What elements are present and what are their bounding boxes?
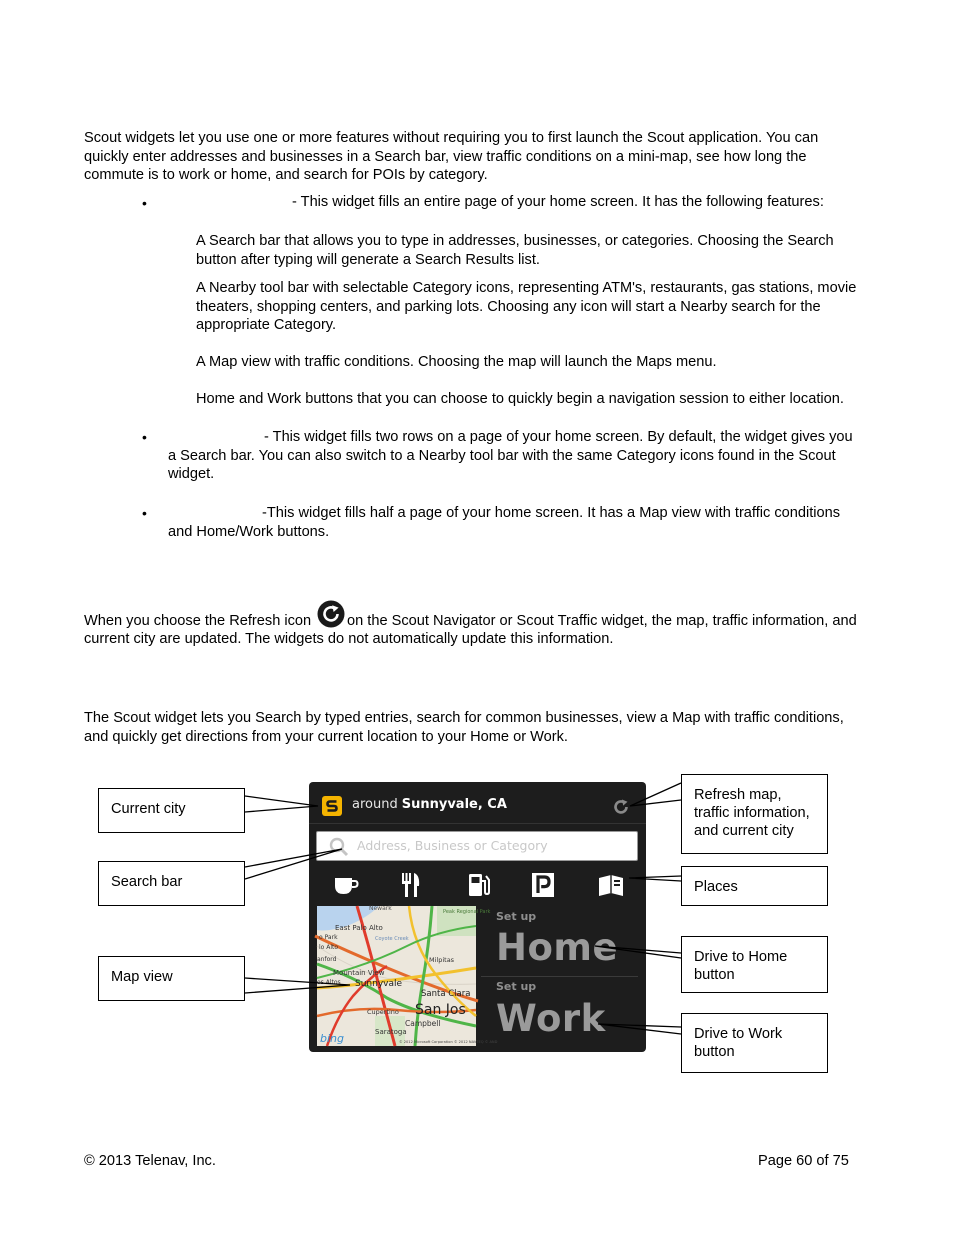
work-button[interactable] [478, 978, 638, 1048]
scout-paragraph [84, 709, 844, 746]
callout-label: Drive to Work [694, 1026, 783, 1042]
traffic-map [317, 905, 498, 1046]
scout-line: and quickly get directions from your current location to your Home or Work. [84, 728, 568, 745]
callout-label: traffic information, [694, 805, 810, 821]
divider [481, 976, 638, 977]
intro-line: quickly enter addresses and businesses in a Search bar, view traffic conditions on a mini-map, see how long the [84, 148, 807, 165]
setup-work-label: Set up [496, 980, 537, 993]
widget-refresh-icon[interactable] [611, 797, 631, 817]
feature-nearby-toolbar [196, 279, 856, 335]
callout-label: button [694, 967, 735, 983]
leader-current-city [245, 796, 318, 812]
map-label: Newark [369, 905, 392, 912]
bullet-line: a Search bar. You can also switch to a Nearby tool bar with the same Category icons found in the Scout [168, 447, 836, 464]
parking-icon[interactable] [531, 872, 555, 898]
around-label: around [352, 797, 398, 812]
map-label: San Jos [415, 1002, 466, 1018]
current-city [352, 797, 507, 812]
feature-search-bar [196, 232, 834, 269]
callout-label: Search bar [111, 874, 183, 890]
map-label: anford [317, 956, 337, 963]
callout-label: Drive to Home [694, 949, 788, 965]
callout-label: and current city [694, 823, 794, 839]
search-icon [328, 836, 350, 858]
map-label: East Palo Alto [335, 924, 383, 932]
search-bar[interactable] [316, 831, 638, 861]
callout-places [681, 866, 828, 906]
map-label: Coyote Creek [375, 936, 409, 942]
callout-search-bar [98, 861, 245, 906]
bullet-1-text: - This widget fills an entire page of your home screen. It has the following features: [292, 194, 824, 210]
callout-label: Places [694, 879, 738, 895]
scout-logo-icon [322, 796, 342, 816]
gas-station-icon[interactable] [466, 871, 492, 899]
refresh-text-before: When you choose the Refresh icon [84, 613, 312, 629]
refresh-text-after: on the Scout Navigator or Scout Traffic widget, the map, traffic information, and [347, 613, 857, 629]
refresh-icon [317, 600, 345, 628]
home-button[interactable] [478, 906, 638, 976]
feature-map-view: A Map view with traffic conditions. Choosing the map will launch the Maps menu. [196, 354, 717, 370]
map-label: Campbell [405, 1019, 441, 1028]
map-copyright: © 2012 Microsoft Corporation © 2012 NAVTEQ © AND [399, 1040, 498, 1044]
footer-page-number: Page 60 of 75 [758, 1153, 849, 1169]
bullet-line: and Home/Work buttons. [168, 523, 330, 540]
map-label: Santa Clara [421, 989, 471, 999]
feature-line: theaters, shopping centers, and parking lots. Choosing any icon will start a Nearby search for the [196, 298, 821, 315]
bullet-dot: • [142, 505, 147, 521]
feature-line: A Nearby tool bar with selectable Category icons, representing ATM's, restaurants, gas stations, movie [196, 280, 857, 296]
map-view[interactable] [317, 905, 498, 1046]
bullet-line: widget. [168, 466, 215, 483]
callout-label: Map view [111, 969, 173, 985]
map-label: lo Alto [319, 944, 339, 951]
home-label: Home [496, 926, 619, 969]
bing-logo: bing [320, 1032, 344, 1045]
intro-paragraph [84, 129, 818, 185]
bullet-3-text [168, 504, 888, 541]
map-label: Mountain View [333, 969, 385, 977]
callout-label: button [694, 1044, 735, 1060]
divider [309, 823, 646, 824]
callout-map-view [98, 956, 245, 1001]
map-label: Sunnyvale [355, 979, 403, 989]
coffee-icon[interactable] [332, 873, 360, 897]
scout-line: The Scout widget lets you Search by typed entries, search for common businesses, view a Map with traffic conditions, [84, 710, 844, 726]
bullet-2-text [168, 428, 888, 484]
map-label: o Park [319, 934, 338, 941]
feature-line: A Search bar that allows you to type in addresses, businesses, or categories. Choosing the Search [196, 233, 834, 249]
bullet-dot: • [142, 195, 147, 211]
bullet-line: -This widget fills half a page of your home screen. It has a Map view with traffic conditions [262, 505, 841, 521]
callout-label: Refresh map, [694, 787, 782, 803]
callout-label: Current city [111, 801, 186, 817]
setup-home-label: Set up [496, 910, 537, 923]
refresh-line-2: current city are updated. The widgets do not automatically update this information. [84, 631, 614, 647]
places-icon[interactable] [597, 872, 625, 898]
map-label: os Altos [317, 979, 341, 986]
intro-line: Scout widgets let you use one or more features without requiring you to first launch the Scout application. You can [84, 130, 819, 146]
intro-line: commute is to work or home, and search for POIs by category. [84, 167, 488, 184]
work-label: Work [496, 997, 606, 1040]
callout-drive-home [681, 936, 828, 993]
restaurant-icon[interactable] [400, 871, 422, 899]
map-label: Milpitas [429, 956, 455, 964]
feature-line: appropriate Category. [196, 317, 337, 334]
city-name: Sunnyvale, CA [401, 797, 507, 812]
map-label: Cupertino [367, 1008, 399, 1016]
footer-copyright: © 2013 Telenav, Inc. [84, 1153, 216, 1169]
callout-drive-work [681, 1013, 828, 1073]
scout-widget[interactable] [309, 782, 646, 1052]
map-label: Peak Regional Park [443, 909, 491, 915]
bullet-dot: • [142, 429, 147, 445]
bullet-line: - This widget fills two rows on a page of your home screen. By default, the widget gives you [264, 429, 853, 445]
map-label: Saratoga [375, 1028, 407, 1036]
callout-refresh [681, 774, 828, 854]
feature-home-work: Home and Work buttons that you can choose to quickly begin a navigation session to either location. [196, 391, 844, 407]
callout-current-city [98, 788, 245, 833]
search-placeholder: Address, Business or Category [357, 838, 548, 853]
feature-line: button after typing will generate a Search Results list. [196, 251, 540, 268]
